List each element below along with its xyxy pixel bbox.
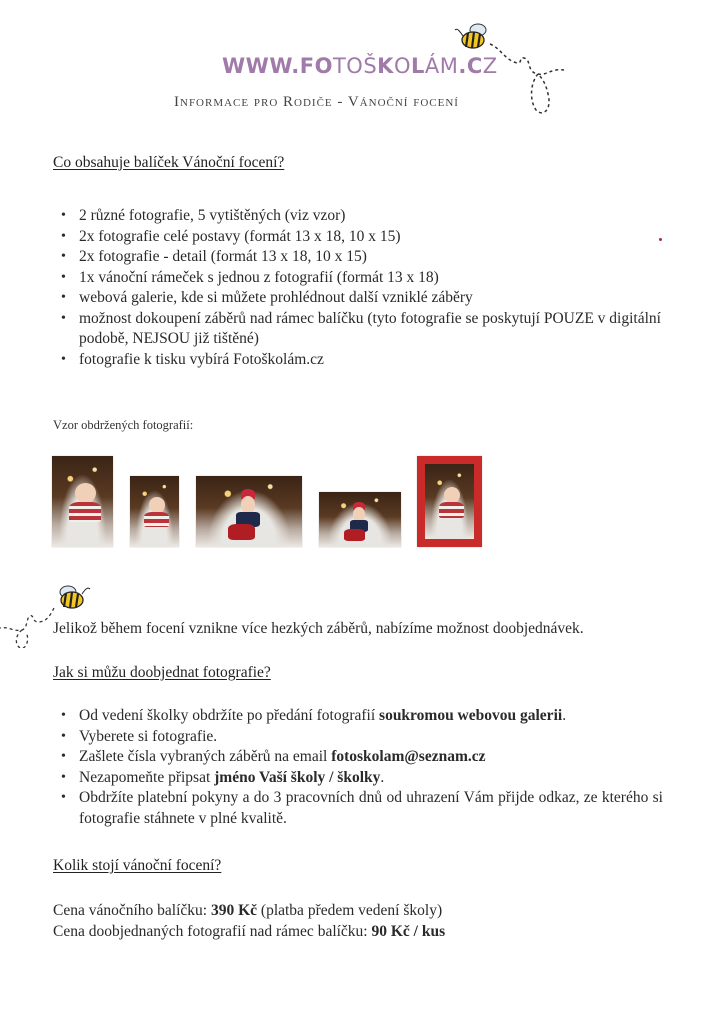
price-value: 390 Kč [210,902,258,919]
list-item [53,727,663,748]
list-item: • webová galerie, kde si můžete prohlédnout další vzniklé záběry [53,288,663,309]
logo-part: WWW.FO [222,54,333,78]
reorder-steps-list [53,706,663,829]
sample-photo-full-large [52,456,113,547]
step-text: Nezapomeňte připsat [79,768,215,786]
sample-photo-full-small [130,476,179,547]
logo-part: Z [482,54,498,78]
logo-part: Š [363,54,378,78]
logo-part: K [377,54,394,78]
price-value: 90 Kč / kus [371,923,446,940]
list-item: • fotografie k tisku vybírá Fotoškolám.cz [53,350,663,371]
logo-part: T [332,54,347,78]
bee-icon-top [452,18,572,123]
sample-photo-detail-large [196,476,302,547]
price-label: Cena vánočního balíčku: [53,902,211,919]
step-text: Vyberete si fotografie. [79,727,218,745]
step-text-end: . [380,768,385,786]
list-item [53,706,663,727]
list-item [53,747,663,768]
step-bold: jméno Vaší školy / školky [214,768,381,786]
logo-part: L [410,54,425,78]
list-item: • 1x vánoční rámeček s jednou z fotografií (formát 13 x 18) [53,268,663,289]
logo-part: O [346,54,364,78]
price-extra [53,923,445,941]
section-heading-price: Kolik stojí vánoční focení? [53,857,222,874]
samples-label: Vzor obdržených fotografií: [53,418,194,432]
list-item: • 2 různé fotografie, 5 vytištěných (viz vzor) [53,206,663,227]
step-text-end: . [562,707,567,724]
list-item [53,788,663,829]
step-text: Od vedení školky obdržíte po předání fotografií [79,707,380,724]
list-item [53,768,663,789]
section-heading-reorder: Jak si můžu doobjednat fotografie? [53,664,271,681]
price-note: (platba předem vedení školy) [257,902,443,919]
list-item: • možnost dokoupení záběrů nad rámec balíčku (tyto fotografie se poskytují POUZE v digitální podobě, NEJSOU již tištěné) [53,309,663,350]
reorder-intro: Jelikož během focení vznikne více hezkých záběrů, nabízíme možnost doobjednávek. [53,620,584,637]
list-item: • 2x fotografie celé postavy (formát 13 x 18, 10 x 15) [53,227,663,248]
email-address[interactable]: fotoskolam@seznam.cz [331,748,486,765]
section-heading-package: Co obsahuje balíček Vánoční focení? [53,154,285,171]
sample-photo-christmas-frame [417,456,482,547]
step-text: Obdržíte platební pokyny a do 3 pracovních dnů od uhrazení Vám přijde odkaz, ze kterého si fotografie stáhnete v plné kvalitě. [79,789,663,827]
logo-part: .C [458,54,483,78]
package-contents-list [53,206,663,370]
step-bold: soukromou webovou galerii [379,707,563,724]
list-item: • 2x fotografie - detail (formát 13 x 18, 10 x 15) [53,247,663,268]
sample-photo-detail-small [319,492,401,547]
page-subtitle: Informace pro Rodiče - Vánoční focení [174,94,459,110]
price-package [53,902,442,920]
price-label: Cena doobjednaných fotografií nad rámec balíčku: [53,923,372,940]
logo-part: ÁM [424,54,459,78]
step-text: Zašlete čísla vybraných záběrů na email [79,748,332,765]
logo-part: O [393,54,411,78]
